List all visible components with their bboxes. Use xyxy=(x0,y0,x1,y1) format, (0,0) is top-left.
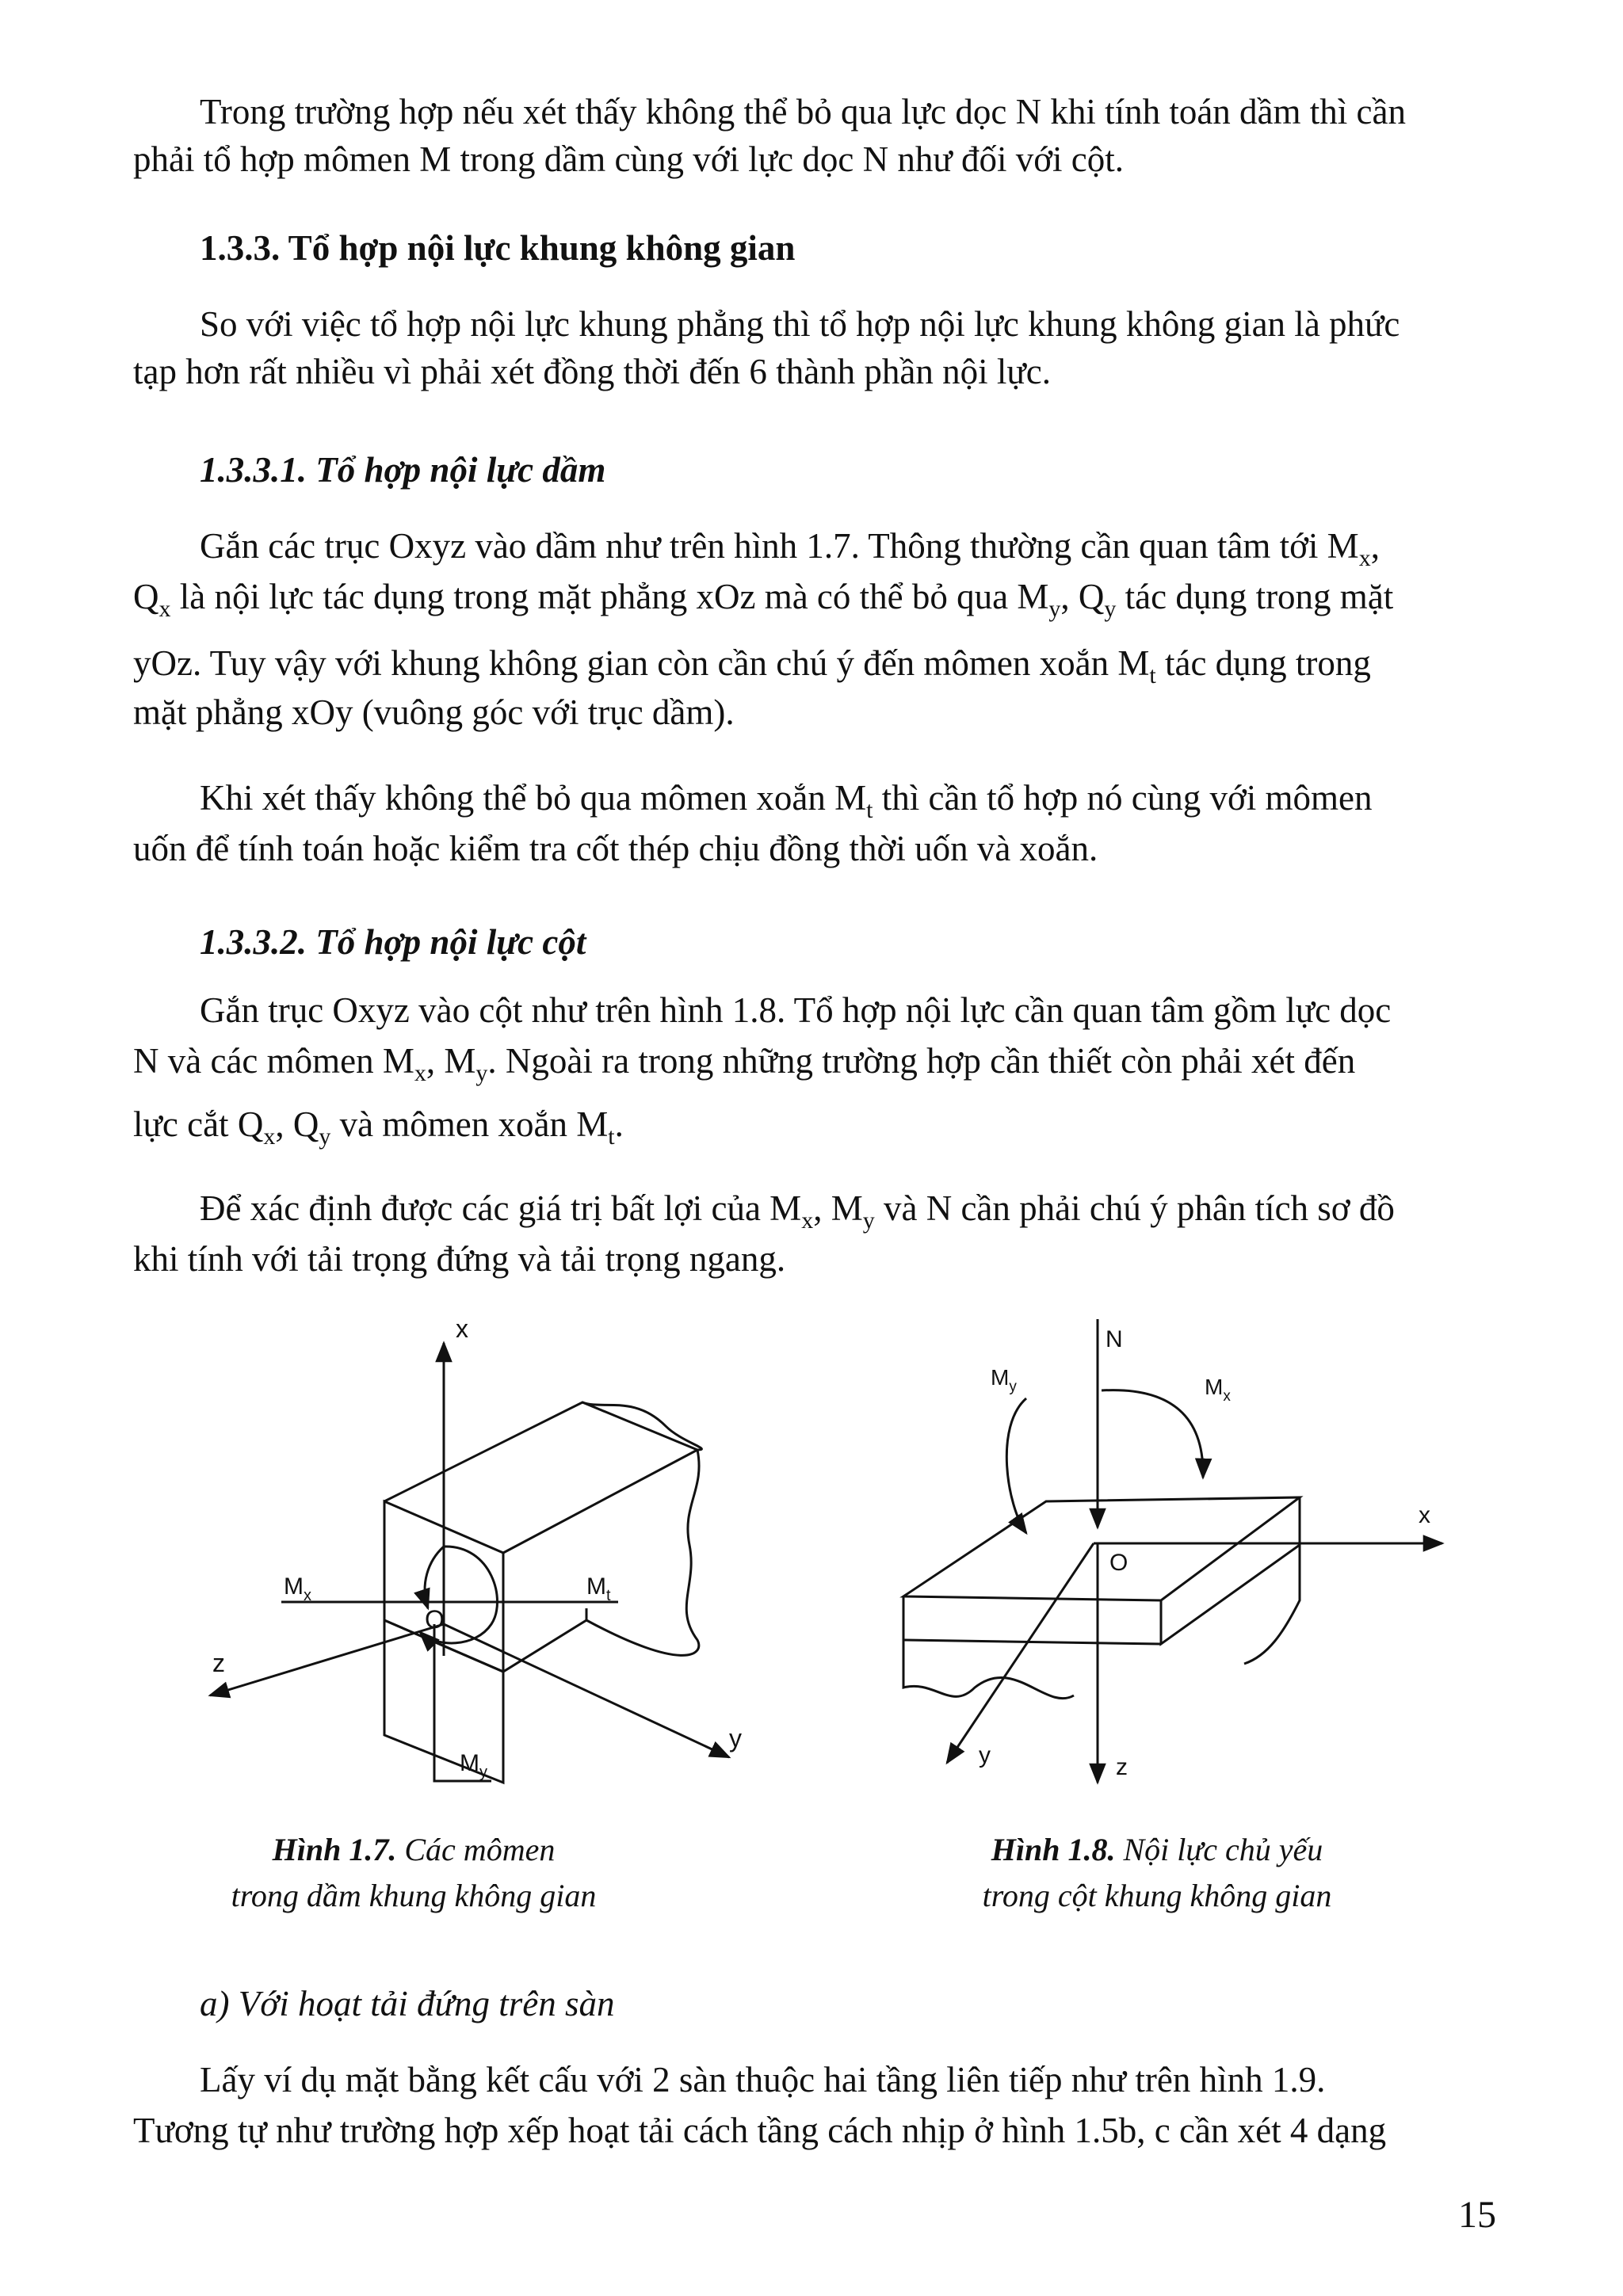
figure-1-8 xyxy=(872,1315,1490,1822)
beam-top-face xyxy=(384,1402,697,1553)
p6-line2: khi tính với tải trọng đứng và tải trọng ngang. xyxy=(133,1239,786,1279)
fig17-x-label: x xyxy=(456,1314,468,1343)
fig17-z-label: z xyxy=(212,1649,225,1677)
fig18-my-label: $M_y$ xyxy=(991,1365,1017,1395)
p3-line3: yOz. Tuy vậy với khung không gian còn cần chú ý đến mômen xoắn $M_t$ tác dụng trong xyxy=(133,643,1371,688)
p6-line1: Để xác định được các giá trị bất lợi của $M_x$, $M_y$ và N cần phải chú ý phân tích sơ đồ xyxy=(200,1188,1395,1234)
p7-line2: Tương tự như trường hợp xếp hoạt tải cách tầng cách nhịp ở hình 1.5b, c cần xét 4 dạng xyxy=(133,2111,1387,2150)
fig17-origin-label: O xyxy=(425,1605,445,1634)
fig17-y-label: y xyxy=(729,1724,742,1753)
fig17-mx-label: $M_x$ xyxy=(284,1573,311,1604)
caption-fig-1-7: Hình 1.7. Các mômen trong dầm khung không gian xyxy=(231,1832,597,1913)
my-arc xyxy=(1006,1398,1026,1533)
p2-line2: tạp hơn rất nhiều vì phải xét đồng thời đến 6 thành phần nội lực. xyxy=(133,352,1052,391)
fig18-x-label: x xyxy=(1419,1502,1430,1528)
mx-arc xyxy=(1102,1390,1203,1478)
slab-right xyxy=(1161,1497,1300,1644)
column-right-edge xyxy=(1244,1545,1300,1664)
y-axis-line xyxy=(444,1624,729,1757)
beam-broken-right xyxy=(586,1450,699,1655)
fig17-mt-label: $M_t$ xyxy=(586,1573,611,1604)
p5-line3: lực cắt $Q_x$, $Q_y$ và mômen xoắn $M_t$. xyxy=(133,1104,624,1150)
caption-fig-1-8: Hình 1.8. Nội lực chủ yếu trong cột khung không gian xyxy=(982,1832,1332,1913)
p4-line2: uốn để tính toán hoặc kiểm tra cốt thép chịu đồng thời uốn và xoắn. xyxy=(133,829,1098,868)
page-number: 15 xyxy=(1458,2194,1496,2236)
fig18-origin-label: O xyxy=(1109,1550,1128,1576)
column-left-edge xyxy=(903,1640,1074,1699)
p3-line4: mặt phẳng xOy (vuông góc với trục dầm). xyxy=(133,692,735,732)
fig18-mx-label: $M_x$ xyxy=(1205,1375,1231,1405)
p7-line1: Lấy ví dụ mặt bằng kết cấu với 2 sàn thuộc hai tầng liên tiếp như trên hình 1.9. xyxy=(200,2060,1326,2100)
heading-1-3-3-2: 1.3.3.2. Tổ hợp nội lực cột xyxy=(200,922,586,962)
p5-line2: N và các mômen $M_x$, $M_y$. Ngoài ra trong những trường hợp cần thiết còn phải xét đến xyxy=(133,1041,1356,1086)
block-top-face xyxy=(384,1608,586,1672)
p1-line2: phải tổ hợp mômen M trong dầm cùng với lực dọc N như đối với cột. xyxy=(133,139,1125,179)
y-axis-line xyxy=(947,1543,1094,1763)
fig18-n-label: N xyxy=(1106,1326,1123,1352)
p2-line1: So với việc tổ hợp nội lực khung phẳng thì tổ hợp nội lực khung không gian là phức xyxy=(200,304,1400,344)
p4-line1: Khi xét thấy không thể bỏ qua mômen xoắn $M_t$ thì cần tổ hợp nó cùng với mômen xyxy=(200,778,1373,823)
p5-line1: Gắn trục Oxyz vào cột như trên hình 1.8. Tổ hợp nội lực cần quan tâm gồm lực dọc xyxy=(200,990,1392,1030)
z-axis-line xyxy=(210,1624,444,1695)
mx-arc xyxy=(425,1547,444,1608)
p3-line2: $Q_x$ là nội lực tác dụng trong mặt phẳng xOz mà có thể bỏ qua $M_y$, $Q_y$ tác dụng trong mặt xyxy=(133,577,1394,622)
fig17-my-label: $M_y$ xyxy=(460,1750,487,1781)
heading-1-3-3-1: 1.3.3.1. Tổ hợp nội lực dầm xyxy=(200,450,606,490)
slab-top xyxy=(903,1497,1300,1600)
subsection-a: a) Với hoạt tải đứng trên sàn xyxy=(200,1984,615,2023)
p3-line1: Gắn các trục Oxyz vào dầm như trên hình 1.7. Thông thường cần quan tâm tới $M_x$, xyxy=(200,526,1380,571)
figure-1-7 xyxy=(190,1307,792,1822)
fig18-y-label: y xyxy=(979,1742,991,1768)
p1-line1: Trong trường hợp nếu xét thấy không thể bỏ qua lực dọc N khi tính toán dầm thì cần xyxy=(200,92,1406,132)
heading-1-3-3: 1.3.3. Tổ hợp nội lực khung không gian xyxy=(200,228,796,268)
fig18-z-label: z xyxy=(1116,1754,1128,1780)
